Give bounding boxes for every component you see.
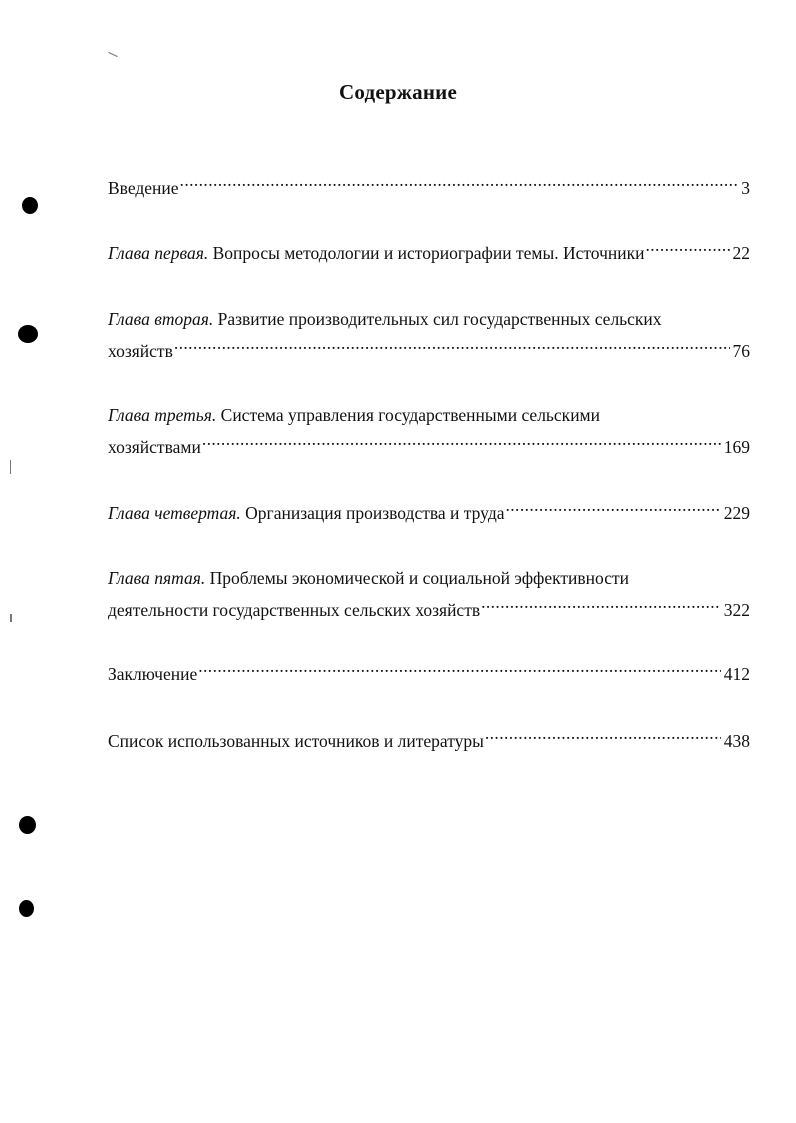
toc-line (108, 172, 750, 204)
toc-entry-text-continued: деятельности государственных сельских хозяйств (108, 600, 481, 620)
toc-page-number: 229 (723, 503, 750, 523)
toc-entry-chapter-2 (108, 303, 750, 367)
toc-page-number: 22 (732, 243, 750, 263)
punch-hole (19, 900, 34, 917)
scan-speck (10, 614, 12, 622)
toc-entry-lead (108, 497, 505, 529)
toc-entry-first-line (108, 562, 750, 594)
toc-entry-text: Организация производства и труда (245, 503, 505, 523)
toc-entry-text: Заключение (108, 664, 198, 684)
chapter-label: Глава пятая. (108, 568, 206, 588)
toc-entry-bibliography (108, 725, 750, 757)
toc-entry-lead (108, 237, 645, 269)
toc-entry-text: Введение (108, 178, 179, 198)
dot-leader (202, 436, 721, 454)
dot-leader (506, 502, 721, 520)
toc-line (108, 594, 750, 626)
toc-entry-text: Список использованных источников и литературы (108, 731, 484, 751)
scan-speck (108, 52, 117, 57)
toc-line (108, 335, 750, 367)
toc-entry-text: Развитие производительных сил государственных сельских (217, 309, 662, 329)
toc-entry-first-line (108, 399, 750, 431)
chapter-label: Глава первая. (108, 243, 209, 263)
toc-entry-chapter-4 (108, 497, 750, 529)
toc-entry-chapter-1 (108, 237, 750, 269)
toc-entry-chapter-5 (108, 562, 750, 626)
punch-hole (22, 197, 38, 214)
scan-speck (10, 460, 11, 474)
dot-leader (646, 242, 730, 260)
toc-line (108, 725, 750, 757)
toc-entry-text: Проблемы экономической и социальной эффективности (209, 568, 629, 588)
toc-page-number: 322 (723, 600, 750, 620)
punch-hole (19, 816, 36, 834)
toc-entry-first-line (108, 303, 750, 335)
toc-line (108, 658, 750, 690)
toc-page-number: 76 (732, 341, 750, 361)
chapter-label: Глава вторая. (108, 309, 214, 329)
dot-leader (198, 663, 721, 681)
toc-entry-text-continued: хозяйств (108, 341, 173, 361)
chapter-label: Глава четвертая. (108, 503, 241, 523)
toc-entry-conclusion (108, 658, 750, 690)
toc-entry-text: Вопросы методологии и историографии темы. Источники (212, 243, 645, 263)
toc-entry-introduction (108, 172, 750, 204)
dot-leader (481, 599, 721, 617)
toc-entry-text: Система управления государственными сельскими (220, 405, 600, 425)
dot-leader (485, 730, 721, 748)
toc-page-number: 169 (723, 437, 750, 457)
toc-page-number: 412 (723, 664, 750, 684)
toc-page-number: 3 (741, 178, 750, 198)
toc-entry-text-continued: хозяйствами (108, 437, 201, 457)
dot-leader (174, 340, 730, 358)
page-title: Содержание (339, 80, 457, 104)
punch-hole (18, 325, 38, 343)
toc-page-number: 438 (723, 731, 750, 751)
chapter-label: Глава третья. (108, 405, 217, 425)
toc-line (108, 431, 750, 463)
dot-leader (180, 177, 739, 195)
toc-line (108, 237, 750, 269)
toc-line (108, 497, 750, 529)
toc-entry-chapter-3 (108, 399, 750, 463)
